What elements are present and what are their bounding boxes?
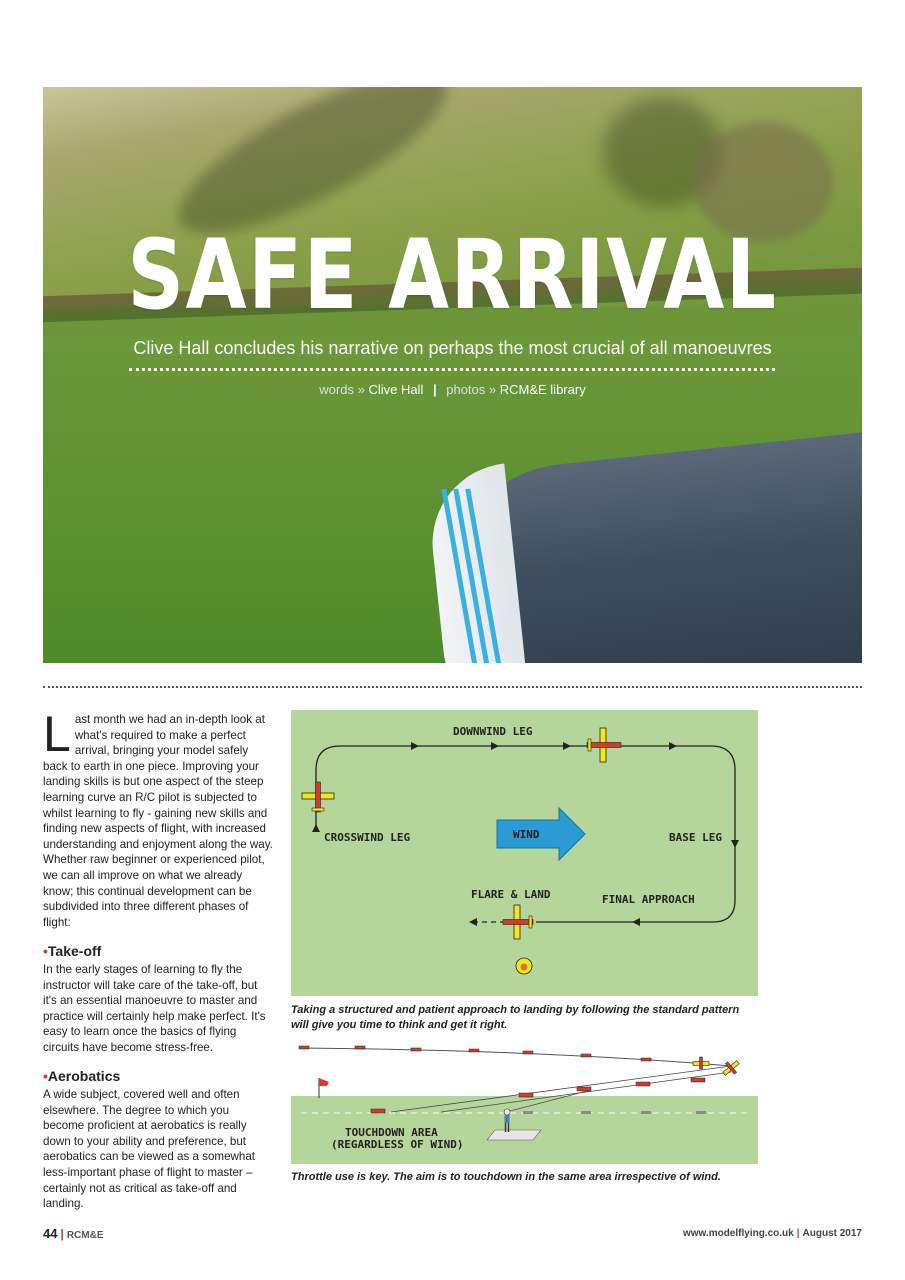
title-divider [129,368,775,371]
page-number: 44 [43,1226,58,1241]
article-subtitle: Clive Hall concludes his narrative on perhaps the most crucial of all manoeuvres [133,338,772,358]
hero-image [43,87,862,663]
label-final-approach: FINAL APPROACH [602,893,695,906]
bullet-icon: • [43,1068,48,1085]
byline-separator: | [432,382,437,397]
words-label: words » [319,382,365,397]
touchdown-area [487,1130,541,1140]
section-body-aerobatics: A wide subject, covered well and often elsewhere. The degree to which you become proficient at aerobatics is really down to your ability and preference, but aerobatics can be viewed as a somewhat less-important phase of flight to master – certainly not as critical as take-off and landing. [43,1088,256,1211]
diagram2-caption: Throttle use is key. The aim is to touchdown in the same area irrespective of wind. [291,1171,721,1183]
diagram-background [291,710,758,996]
label-crosswind-leg: CROSSWIND LEG [324,831,411,844]
article-column [43,706,273,1212]
photos-label: photos » [446,382,497,397]
author-name: Clive Hall [368,382,424,397]
issue-date: August 2017 [802,1228,862,1239]
drop-cap: L [43,706,71,762]
bullet-icon: • [43,943,48,960]
plane-icon [693,1057,709,1069]
article-title: SAFE ARRIVAL [127,219,778,331]
windsock-icon [319,1078,329,1098]
label-downwind-leg: DOWNWIND LEG [453,725,533,738]
byline [43,382,862,397]
section-rule [43,686,862,688]
photo-credit: RCM&E library [499,382,586,397]
pilot-icon [516,958,532,974]
section-body-takeoff: In the early stages of learning to fly the instructor will take care of the take-off, but it's an essential manoeuvre to master and practice will certainly help make perfect. It's easy to learn once the basics of flying circuits have become stress-free. [43,962,266,1054]
label-flare-land: FLARE & LAND [471,888,551,901]
website-url: www.modelflying.co.uk [682,1228,794,1239]
plane-icons-top [299,1046,706,1065]
intro-paragraph [43,706,273,930]
magazine-name: RCM&E [66,1230,104,1241]
footer-left [43,1226,104,1241]
approach-profile-diagram [291,1040,758,1164]
high-approach-path [299,1048,731,1066]
label-base-leg: BASE LEG [669,831,722,844]
footer-separator: | [796,1228,800,1239]
plane-icon [720,1057,743,1079]
footer-separator: | [60,1227,64,1241]
diagram1-caption: Taking a structured and patient approach to landing by following the standard pattern will give you time to think and get it right. [291,1004,740,1031]
label-regardless-of-wind: (REGARDLESS OF WIND) [331,1138,464,1151]
label-wind: WIND [513,828,540,841]
intro-text: ast month we had an in-depth look at what's required to make a perfect arrival, bringing your model safely back to earth in one piece. Improving your landing skills is but one aspect of the steep learning curve an R/C pilot is subjected to whilst learning to fly - gaining new skills and finding new aspects of flight, with increased understanding and enjoyment along the way. Whether raw beginner or experienced pilot, we can all improve on what we already know; this continual development can be subdivided into three different phases of flight: [43,713,273,929]
label-touchdown-area: TOUCHDOWN AREA [345,1126,438,1139]
section-heading-aerobatics: •Aerobatics [43,1068,121,1085]
footer-right [683,1228,862,1239]
section-heading-takeoff: •Take-off [43,943,102,960]
circuit-diagram [291,710,758,996]
